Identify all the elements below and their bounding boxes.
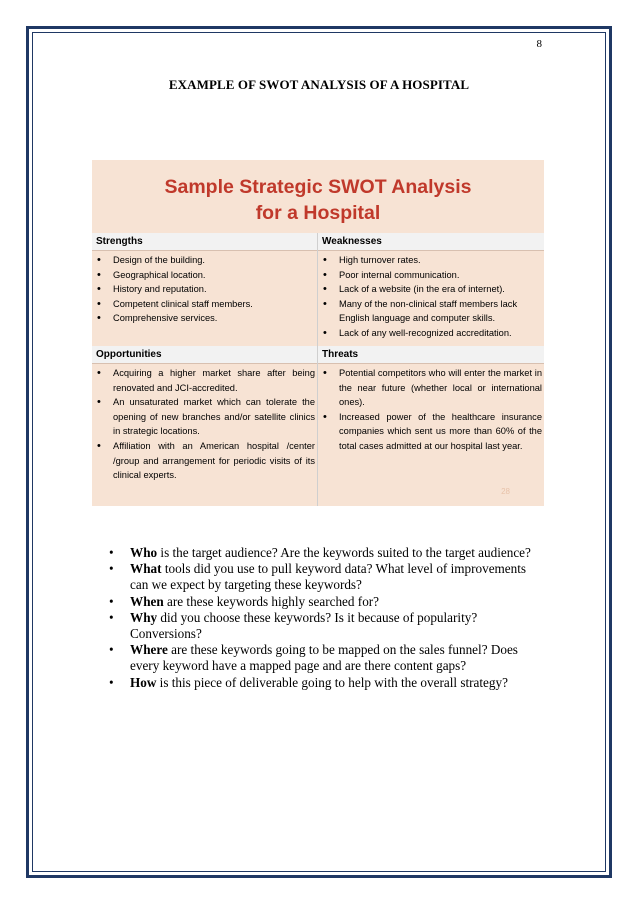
- threat-item: • Increased power of the healthcare insurance companies which sent us more than 60% of the total cases admitted at our hospital last year.: [318, 410, 542, 454]
- weakness-item: • High turnover rates.: [318, 253, 542, 268]
- strengths-header: Strengths: [92, 233, 317, 251]
- weaknesses-header: Weaknesses: [318, 233, 544, 251]
- question-text: tools did you use to pull keyword data? What level of improvements can we expect by targeting these keywords?: [130, 561, 527, 593]
- swot-grid: [92, 233, 544, 506]
- strength-item: • Comprehensive services.: [92, 311, 317, 326]
- weaknesses-cell: [318, 253, 544, 345]
- strength-item: • Competent clinical staff members.: [92, 297, 317, 312]
- threat-item: • Potential competitors who will enter the market in the near future (whether local or international ones).: [318, 366, 542, 410]
- opportunity-item: • Acquiring a higher market share after being renovated and JCI-accredited.: [92, 366, 315, 395]
- question-keyword: Who: [130, 545, 158, 560]
- page-number: 8: [536, 38, 542, 50]
- question-item: [106, 545, 536, 561]
- swot-image: [92, 160, 544, 506]
- strength-item: • History and reputation.: [92, 282, 317, 297]
- swot-title-line1: Sample Strategic SWOT Analysis: [164, 176, 472, 198]
- question-keyword: How: [130, 674, 157, 690]
- slide-number: 28: [501, 487, 510, 496]
- weakness-item: • Many of the non-clinical staff members lack English language and computer skills.: [318, 297, 542, 326]
- swot-title: [92, 174, 544, 226]
- question-item: [106, 642, 536, 674]
- weakness-item: • Lack of a website (in the era of internet).: [318, 282, 542, 297]
- question-list: [106, 545, 536, 691]
- threats-cell: [318, 366, 542, 496]
- opportunity-item: • Affiliation with an American hospital /center /group and arrangement for periodic visits of its clinical experts.: [92, 439, 315, 483]
- question-text: are these keywords going to be mapped on the sales funnel? Does every keyword have a mapped page and are there content gaps?: [130, 642, 518, 674]
- swot-divider: [317, 233, 318, 506]
- opportunities-cell: [92, 366, 315, 496]
- question-item: [106, 610, 536, 642]
- threats-header: Threats: [318, 346, 544, 364]
- question-text: did you choose these keywords? Is it because of popularity? Conversions?: [130, 609, 478, 642]
- swot-title-line2: for a Hospital: [255, 202, 381, 224]
- strength-item: • Geographical location.: [92, 268, 317, 283]
- question-keyword: What: [130, 561, 162, 577]
- question-item: [106, 594, 536, 610]
- question-text: is this piece of deliverable going to help with the overall strategy?: [156, 674, 508, 690]
- strength-item: • Design of the building.: [92, 253, 317, 268]
- weakness-item: • Lack of any well-recognized accreditation.: [318, 326, 542, 341]
- question-keyword: When: [130, 593, 164, 609]
- opportunity-item: • An unsaturated market which can tolerate the opening of new branches and/or satellite clinics in strategic locations.: [92, 395, 315, 439]
- question-text: is the target audience? Are the keywords suited to the target audience?: [157, 545, 531, 560]
- question-text: are these keywords highly searched for?: [163, 593, 380, 609]
- question-keyword: Where: [130, 642, 168, 658]
- question-item: [106, 675, 536, 691]
- question-item: [106, 561, 536, 593]
- page-heading: EXAMPLE OF SWOT ANALYSIS OF A HOSPITAL: [168, 77, 470, 92]
- question-keyword: Why: [130, 609, 158, 625]
- weakness-item: • Poor internal communication.: [318, 268, 542, 283]
- strengths-cell: [92, 253, 317, 345]
- opportunities-header: Opportunities: [92, 346, 317, 364]
